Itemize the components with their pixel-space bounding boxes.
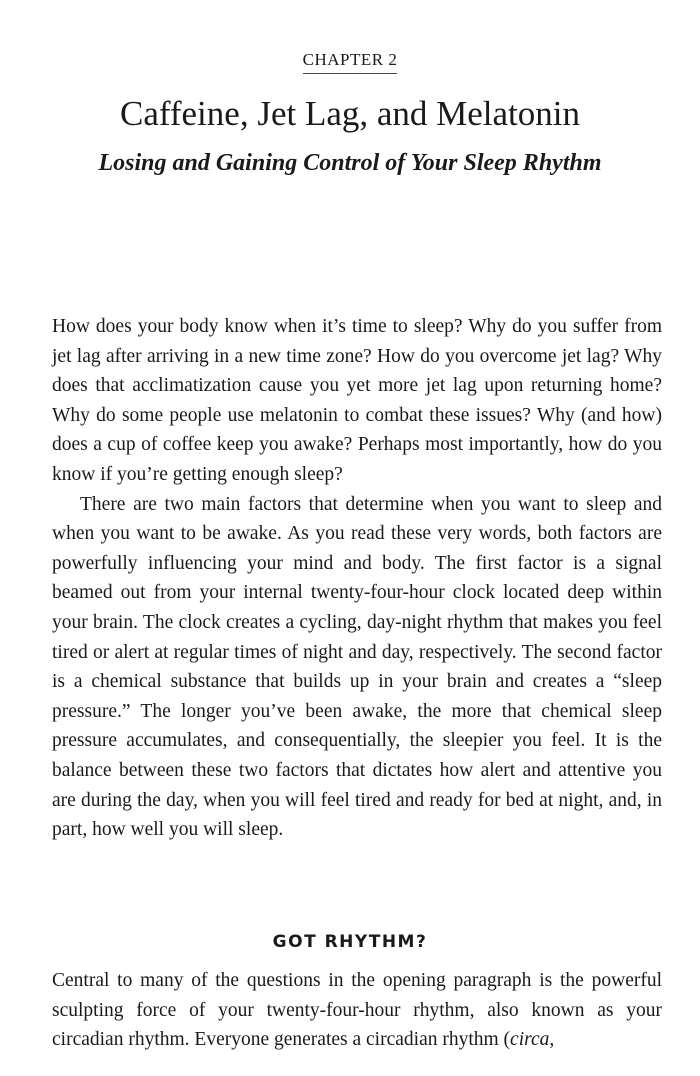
chapter-label — [0, 50, 700, 74]
paragraph-two-factors: There are two main factors that determine when you want to sleep and when you want to be awake. As you read these very words, both factors are powerfully influencing your mind and body. The first factor is a signal beamed out from your internal twenty-four-hour clock located deep within your brain. The clock creates a cycling, day-night rhythm that makes you feel tired or alert at regular times of night and day, respectively. The second factor is a chemical substance that builds up in your brain and creates a “sleep pressure.” The longer you’ve been awake, the more that chemical sleep pressure accumulates, and consequentially, the sleepier you feel. It is the balance between these two factors that dictates how alert and attentive you are during the day, when you will feel tired and ready for bed at night, and, in part, how well you will sleep. — [52, 493, 662, 841]
section-heading: GOT RHYTHM? — [272, 932, 428, 952]
chapter-body — [52, 312, 662, 845]
paragraph-circadian — [52, 966, 662, 1055]
paragraph-opening: How does your body know when it’s time to sleep? Why do you suffer from jet lag after arriving in a new time zone? How do you overcome jet lag? Why does that acclimatization cause you yet more jet lag upon returning home? Why do some people use melatonin to combat these issues? Why (and how) does a cup of coffee keep you awake? Perhaps most importantly, how do you know if you’re getting enough sleep? — [52, 316, 662, 485]
paragraph-circadian-italic: circa — [510, 1029, 550, 1051]
chapter-subtitle: Losing and Gaining Control of Your Sleep Rhythm — [98, 150, 602, 176]
chapter-label-text: CHAPTER 2 — [303, 50, 398, 74]
section-body — [52, 966, 662, 1055]
paragraph-circadian-tail: , — [549, 1029, 555, 1051]
paragraph-circadian-text: Central to many of the questions in the opening paragraph is the powerful sculpting force of your twenty-four-hour rhythm, also known as your circadian rhythm. Everyone generates a circadian rhythm ( — [52, 970, 662, 1051]
chapter-title: Caffeine, Jet Lag, and Melatonin — [119, 94, 581, 133]
